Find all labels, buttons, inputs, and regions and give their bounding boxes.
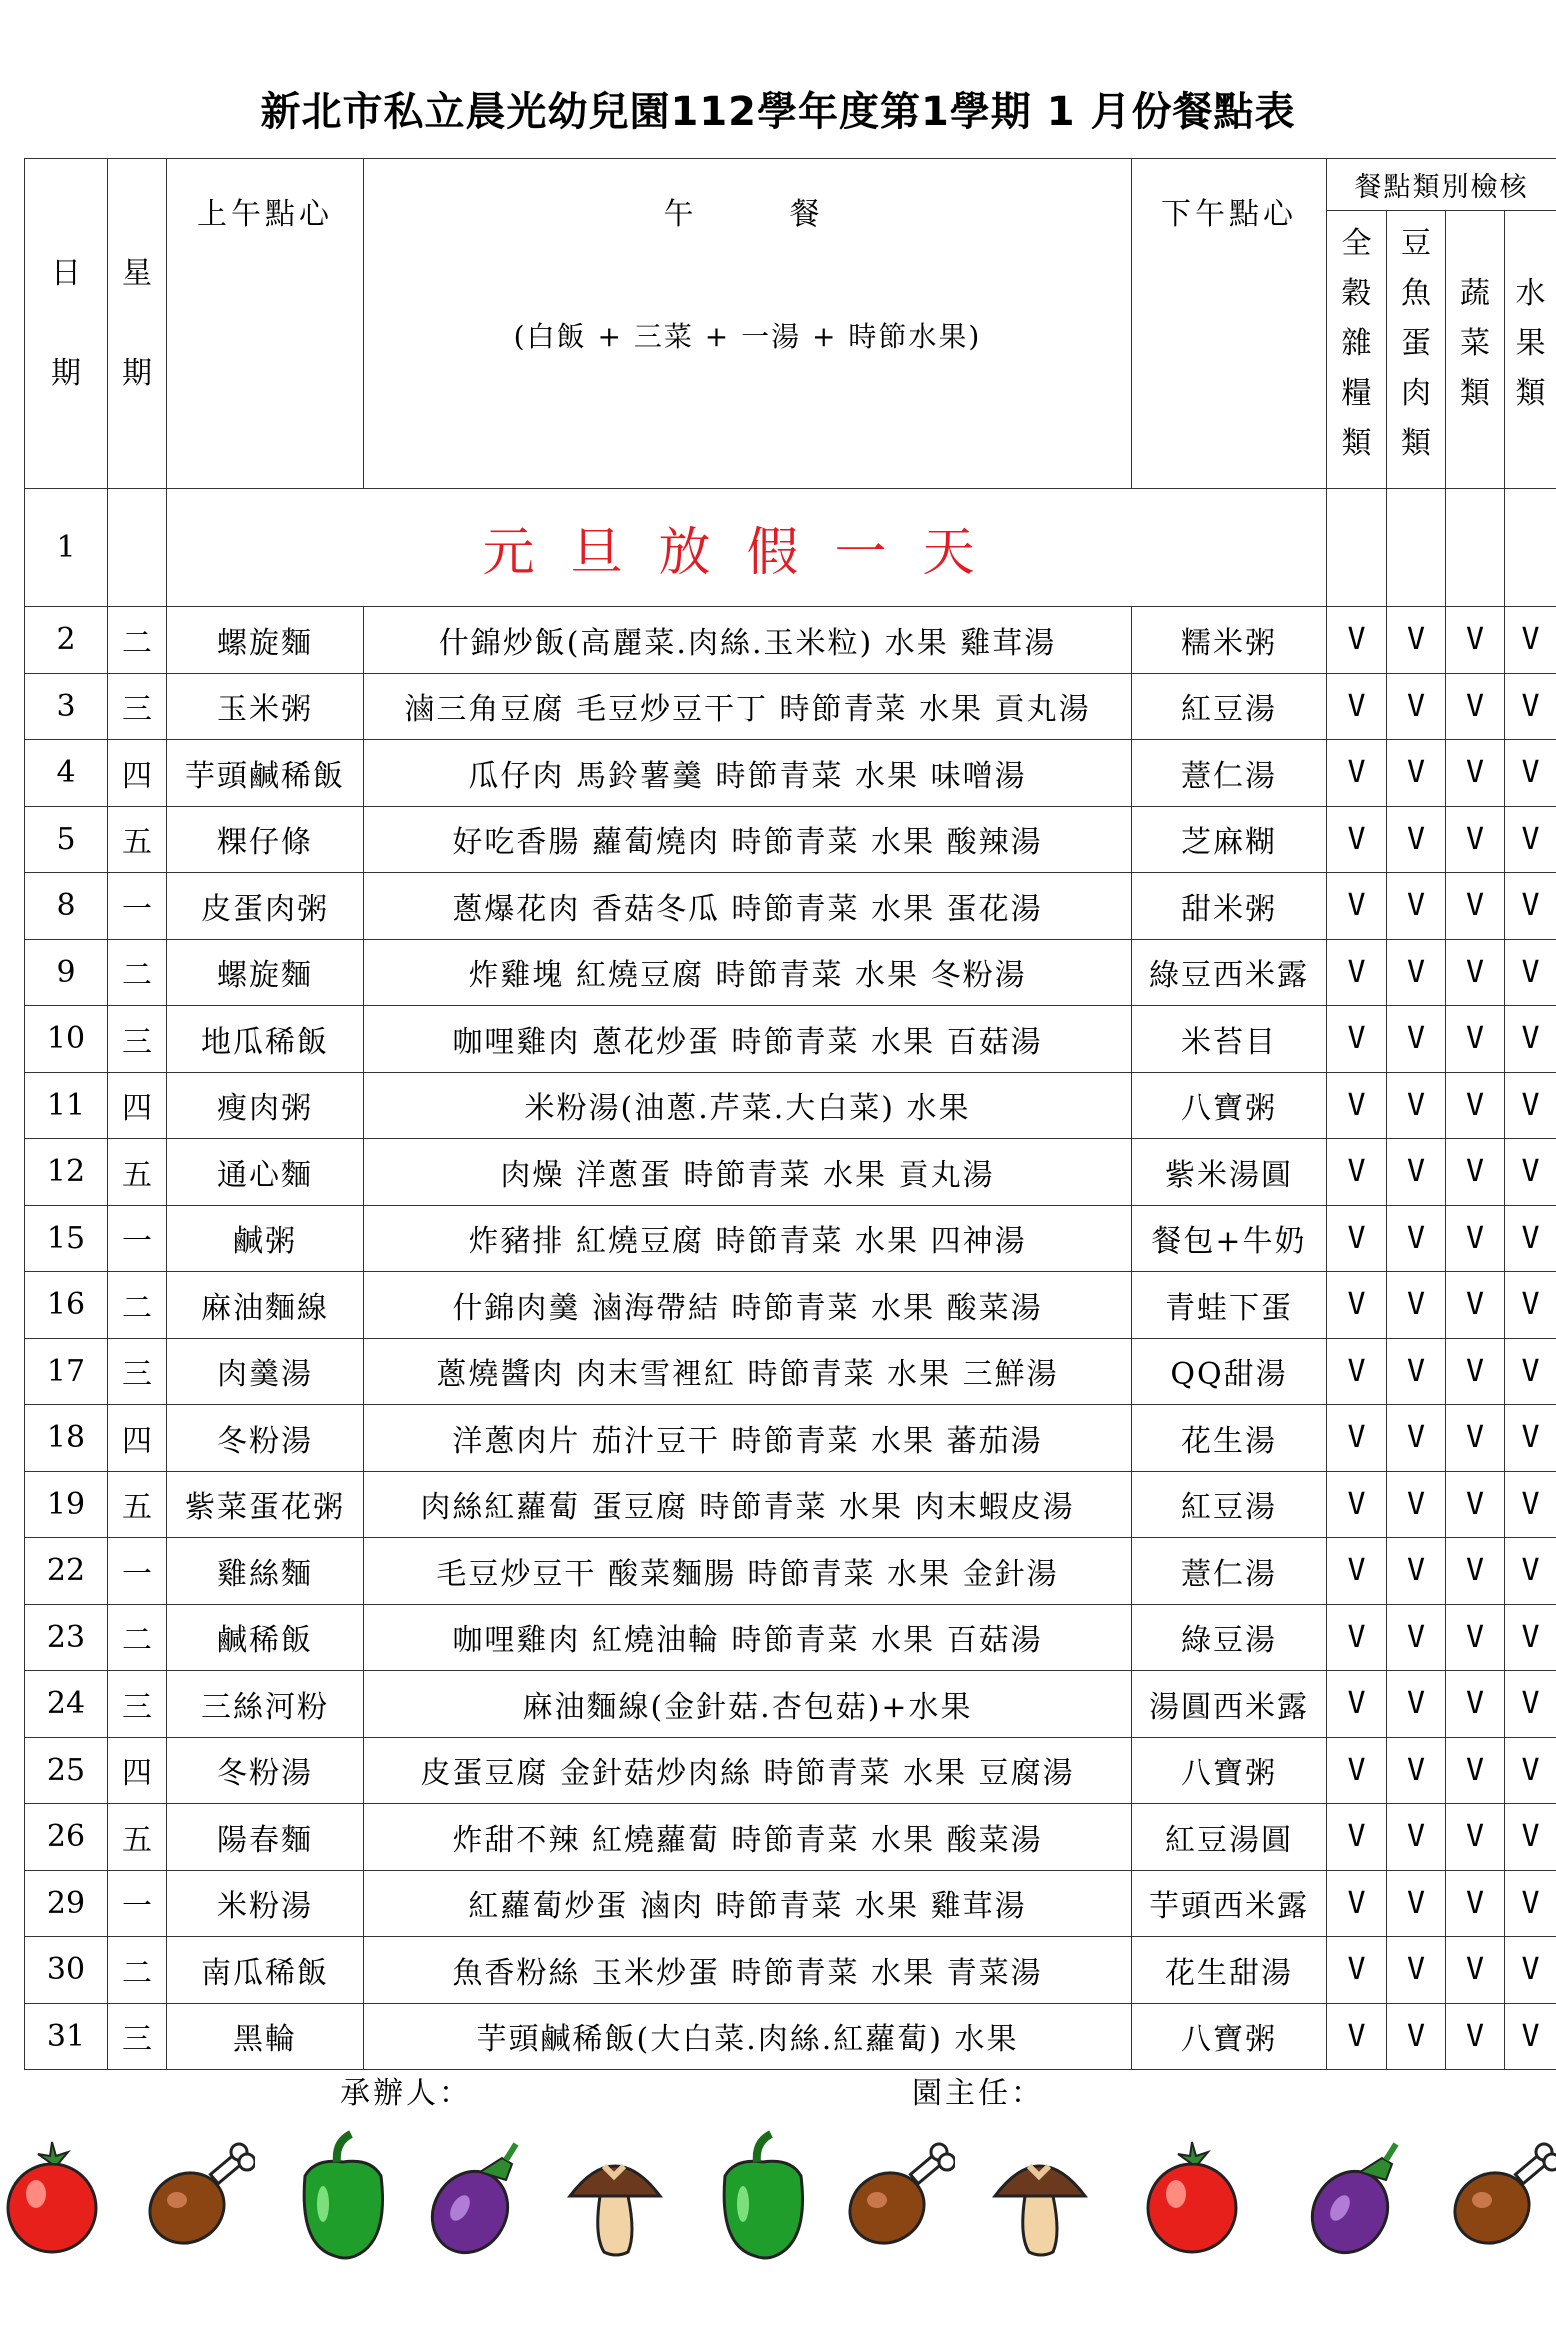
row-check-protein: V bbox=[1387, 607, 1446, 674]
meal-table bbox=[24, 158, 1556, 2070]
row-lunch: 米粉湯(油蔥.芹菜.大白菜) 水果 bbox=[364, 1072, 1132, 1139]
row-check-veg: V bbox=[1446, 1338, 1505, 1405]
table-row bbox=[25, 740, 1556, 807]
holiday-row bbox=[25, 489, 1556, 607]
row-weekday: 二 bbox=[108, 939, 167, 1006]
row-weekday: 三 bbox=[108, 2003, 167, 2070]
row-lunch: 咖哩雞肉 紅燒油輪 時節青菜 水果 百菇湯 bbox=[364, 1604, 1132, 1671]
table-row bbox=[25, 1870, 1556, 1937]
row-check-veg: V bbox=[1446, 1671, 1505, 1738]
row-check-protein: V bbox=[1387, 740, 1446, 807]
row-check-fruit: V bbox=[1505, 939, 1556, 1006]
row-weekday: 一 bbox=[108, 1205, 167, 1272]
row-check-grain: V bbox=[1327, 1671, 1387, 1738]
header-am-snack: 上午點心 bbox=[167, 159, 364, 489]
drumstick-icon bbox=[1450, 2116, 1556, 2266]
row-check-grain: V bbox=[1327, 1205, 1387, 1272]
row-pm-snack: 薏仁湯 bbox=[1132, 740, 1327, 807]
row-am-snack: 陽春麵 bbox=[167, 1804, 364, 1871]
header-check-protein: 豆魚蛋肉類 bbox=[1387, 211, 1446, 489]
row-check-fruit: V bbox=[1505, 1538, 1556, 1605]
table-row bbox=[25, 673, 1556, 740]
table-row bbox=[25, 1604, 1556, 1671]
header-pm-snack: 下午點心 bbox=[1132, 159, 1327, 489]
row-pm-snack: 八寶粥 bbox=[1132, 1737, 1327, 1804]
table-row bbox=[25, 939, 1556, 1006]
row-check-fruit: V bbox=[1505, 1737, 1556, 1804]
row-date: 22 bbox=[25, 1538, 108, 1605]
row-check-grain: V bbox=[1327, 1604, 1387, 1671]
row-check-veg: V bbox=[1446, 1405, 1505, 1472]
row-check-veg: V bbox=[1446, 1139, 1505, 1206]
row-date: 3 bbox=[25, 673, 108, 740]
table-row bbox=[25, 1471, 1556, 1538]
row-weekday: 三 bbox=[108, 1006, 167, 1073]
header-lunch-note: (白飯 + 三菜 + 一湯 + 時節水果) bbox=[513, 320, 982, 353]
row-weekday: 一 bbox=[108, 873, 167, 940]
row-am-snack: 雞絲麵 bbox=[167, 1538, 364, 1605]
row-check-protein: V bbox=[1387, 1272, 1446, 1339]
row-weekday: 二 bbox=[108, 1937, 167, 2004]
row-pm-snack: 芝麻糊 bbox=[1132, 806, 1327, 873]
eggplant-icon bbox=[420, 2116, 530, 2266]
drumstick-icon bbox=[845, 2116, 955, 2266]
row-check-grain: V bbox=[1327, 1538, 1387, 1605]
row-check-fruit: V bbox=[1505, 1338, 1556, 1405]
row-check-grain: V bbox=[1327, 1737, 1387, 1804]
row-check-fruit: V bbox=[1505, 2003, 1556, 2070]
page-title: 新北市私立晨光幼兒園112學年度第1學期 1 月份餐點表 bbox=[260, 89, 1296, 135]
row-check-protein: V bbox=[1387, 1205, 1446, 1272]
row-check-grain: V bbox=[1327, 2003, 1387, 2070]
header-lunch bbox=[364, 159, 1132, 489]
row-check-grain: V bbox=[1327, 1272, 1387, 1339]
row-date: 2 bbox=[25, 607, 108, 674]
row-check-grain: V bbox=[1327, 1937, 1387, 2004]
holiday-check-protein bbox=[1387, 489, 1446, 607]
row-lunch: 什錦炒飯(高麗菜.肉絲.玉米粒) 水果 雞茸湯 bbox=[364, 607, 1132, 674]
row-lunch: 什錦肉羹 滷海帶結 時節青菜 水果 酸菜湯 bbox=[364, 1272, 1132, 1339]
tomato-icon bbox=[1140, 2116, 1250, 2266]
table-row bbox=[25, 873, 1556, 940]
row-weekday: 三 bbox=[108, 1338, 167, 1405]
row-weekday: 三 bbox=[108, 673, 167, 740]
row-check-protein: V bbox=[1387, 873, 1446, 940]
row-check-grain: V bbox=[1327, 806, 1387, 873]
row-check-veg: V bbox=[1446, 1471, 1505, 1538]
row-pm-snack: 紅豆湯 bbox=[1132, 1471, 1327, 1538]
table-row bbox=[25, 607, 1556, 674]
row-check-grain: V bbox=[1327, 740, 1387, 807]
row-am-snack: 通心麵 bbox=[167, 1139, 364, 1206]
drumstick-icon bbox=[145, 2116, 255, 2266]
holiday-weekday bbox=[108, 489, 167, 607]
row-check-protein: V bbox=[1387, 1006, 1446, 1073]
row-check-protein: V bbox=[1387, 673, 1446, 740]
row-date: 19 bbox=[25, 1471, 108, 1538]
row-date: 5 bbox=[25, 806, 108, 873]
table-row bbox=[25, 1338, 1556, 1405]
holiday-check-fruit bbox=[1505, 489, 1556, 607]
director-label: 園主任： bbox=[912, 2076, 1044, 2111]
row-weekday: 五 bbox=[108, 1471, 167, 1538]
row-date: 30 bbox=[25, 1937, 108, 2004]
row-am-snack: 皮蛋肉粥 bbox=[167, 873, 364, 940]
row-lunch: 芋頭鹹稀飯(大白菜.肉絲.紅蘿蔔) 水果 bbox=[364, 2003, 1132, 2070]
row-check-protein: V bbox=[1387, 1139, 1446, 1206]
mushroom-icon bbox=[985, 2116, 1095, 2266]
row-am-snack: 南瓜稀飯 bbox=[167, 1937, 364, 2004]
row-pm-snack: 青蛙下蛋 bbox=[1132, 1272, 1327, 1339]
row-lunch: 洋蔥肉片 茄汁豆干 時節青菜 水果 蕃茄湯 bbox=[364, 1405, 1132, 1472]
row-check-grain: V bbox=[1327, 1072, 1387, 1139]
row-check-protein: V bbox=[1387, 1671, 1446, 1738]
row-am-snack: 鹹稀飯 bbox=[167, 1604, 364, 1671]
row-lunch: 好吃香腸 蘿蔔燒肉 時節青菜 水果 酸辣湯 bbox=[364, 806, 1132, 873]
row-check-veg: V bbox=[1446, 673, 1505, 740]
row-date: 29 bbox=[25, 1870, 108, 1937]
holiday-check-grain bbox=[1327, 489, 1387, 607]
green-pepper-icon bbox=[705, 2116, 815, 2266]
row-weekday: 二 bbox=[108, 1272, 167, 1339]
row-date: 16 bbox=[25, 1272, 108, 1339]
tomato-icon bbox=[0, 2116, 110, 2266]
row-pm-snack: 甜米粥 bbox=[1132, 873, 1327, 940]
header-check-grain: 全穀雜糧類 bbox=[1327, 211, 1387, 489]
row-check-grain: V bbox=[1327, 939, 1387, 1006]
holiday-cell bbox=[167, 489, 1327, 607]
row-am-snack: 玉米粥 bbox=[167, 673, 364, 740]
row-check-veg: V bbox=[1446, 1072, 1505, 1139]
row-weekday: 四 bbox=[108, 740, 167, 807]
row-check-veg: V bbox=[1446, 1804, 1505, 1871]
header-check: 餐點類別檢核 bbox=[1327, 159, 1556, 211]
row-check-protein: V bbox=[1387, 1338, 1446, 1405]
row-am-snack: 螺旋麵 bbox=[167, 607, 364, 674]
row-pm-snack: 餐包+牛奶 bbox=[1132, 1205, 1327, 1272]
row-check-fruit: V bbox=[1505, 1671, 1556, 1738]
eggplant-icon bbox=[1300, 2116, 1410, 2266]
row-am-snack: 紫菜蛋花粥 bbox=[167, 1471, 364, 1538]
row-weekday: 五 bbox=[108, 1139, 167, 1206]
row-date: 9 bbox=[25, 939, 108, 1006]
row-date: 12 bbox=[25, 1139, 108, 1206]
row-check-protein: V bbox=[1387, 1471, 1446, 1538]
row-check-grain: V bbox=[1327, 873, 1387, 940]
decoration-strip bbox=[0, 2116, 1556, 2316]
holiday-text: 元旦放假一天 bbox=[482, 523, 1011, 583]
row-weekday: 五 bbox=[108, 806, 167, 873]
row-check-protein: V bbox=[1387, 939, 1446, 1006]
row-check-fruit: V bbox=[1505, 740, 1556, 807]
green-pepper-icon bbox=[285, 2116, 395, 2266]
row-date: 10 bbox=[25, 1006, 108, 1073]
row-am-snack: 瘦肉粥 bbox=[167, 1072, 364, 1139]
row-pm-snack: 芋頭西米露 bbox=[1132, 1870, 1327, 1937]
row-am-snack: 芋頭鹹稀飯 bbox=[167, 740, 364, 807]
row-weekday: 四 bbox=[108, 1405, 167, 1472]
row-check-grain: V bbox=[1327, 1471, 1387, 1538]
row-date: 23 bbox=[25, 1604, 108, 1671]
row-check-fruit: V bbox=[1505, 806, 1556, 873]
row-check-veg: V bbox=[1446, 1937, 1505, 2004]
row-weekday: 四 bbox=[108, 1737, 167, 1804]
row-weekday: 三 bbox=[108, 1671, 167, 1738]
row-check-protein: V bbox=[1387, 2003, 1446, 2070]
row-check-fruit: V bbox=[1505, 1471, 1556, 1538]
header-check-veg: 蔬菜類 bbox=[1446, 211, 1505, 489]
row-date: 15 bbox=[25, 1205, 108, 1272]
row-check-protein: V bbox=[1387, 1804, 1446, 1871]
row-check-fruit: V bbox=[1505, 1804, 1556, 1871]
row-date: 26 bbox=[25, 1804, 108, 1871]
row-am-snack: 米粉湯 bbox=[167, 1870, 364, 1937]
row-check-veg: V bbox=[1446, 1205, 1505, 1272]
table-row bbox=[25, 806, 1556, 873]
table-row bbox=[25, 1205, 1556, 1272]
mushroom-icon bbox=[560, 2116, 670, 2266]
row-am-snack: 三絲河粉 bbox=[167, 1671, 364, 1738]
row-check-protein: V bbox=[1387, 1737, 1446, 1804]
header-weekday: 星期 bbox=[108, 159, 167, 489]
row-check-grain: V bbox=[1327, 1006, 1387, 1073]
row-check-veg: V bbox=[1446, 607, 1505, 674]
row-check-veg: V bbox=[1446, 1737, 1505, 1804]
row-am-snack: 冬粉湯 bbox=[167, 1405, 364, 1472]
row-pm-snack: 薏仁湯 bbox=[1132, 1538, 1327, 1605]
row-check-fruit: V bbox=[1505, 1006, 1556, 1073]
row-date: 31 bbox=[25, 2003, 108, 2070]
table-row bbox=[25, 2003, 1556, 2070]
row-lunch: 蔥爆花肉 香菇冬瓜 時節青菜 水果 蛋花湯 bbox=[364, 873, 1132, 940]
row-date: 18 bbox=[25, 1405, 108, 1472]
row-lunch: 麻油麵線(金針菇.杏包菇)+水果 bbox=[364, 1671, 1132, 1738]
row-lunch: 肉燥 洋蔥蛋 時節青菜 水果 貢丸湯 bbox=[364, 1139, 1132, 1206]
row-lunch: 蔥燒醬肉 肉末雪裡紅 時節青菜 水果 三鮮湯 bbox=[364, 1338, 1132, 1405]
row-check-fruit: V bbox=[1505, 673, 1556, 740]
table-row bbox=[25, 1072, 1556, 1139]
row-am-snack: 黑輪 bbox=[167, 2003, 364, 2070]
row-check-protein: V bbox=[1387, 806, 1446, 873]
row-am-snack: 地瓜稀飯 bbox=[167, 1006, 364, 1073]
row-lunch: 滷三角豆腐 毛豆炒豆干丁 時節青菜 水果 貢丸湯 bbox=[364, 673, 1132, 740]
row-check-veg: V bbox=[1446, 2003, 1505, 2070]
row-pm-snack: 紫米湯圓 bbox=[1132, 1139, 1327, 1206]
row-check-protein: V bbox=[1387, 1072, 1446, 1139]
row-pm-snack: 糯米粥 bbox=[1132, 607, 1327, 674]
table-row bbox=[25, 1272, 1556, 1339]
table-row bbox=[25, 1671, 1556, 1738]
row-check-grain: V bbox=[1327, 1870, 1387, 1937]
row-weekday: 一 bbox=[108, 1870, 167, 1937]
row-weekday: 二 bbox=[108, 1604, 167, 1671]
row-check-fruit: V bbox=[1505, 1604, 1556, 1671]
row-check-fruit: V bbox=[1505, 1937, 1556, 2004]
row-pm-snack: 八寶粥 bbox=[1132, 2003, 1327, 2070]
row-check-veg: V bbox=[1446, 1604, 1505, 1671]
row-check-protein: V bbox=[1387, 1937, 1446, 2004]
row-check-protein: V bbox=[1387, 1405, 1446, 1472]
row-lunch: 瓜仔肉 馬鈴薯羹 時節青菜 水果 味噌湯 bbox=[364, 740, 1132, 807]
row-check-fruit: V bbox=[1505, 1870, 1556, 1937]
row-weekday: 一 bbox=[108, 1538, 167, 1605]
row-pm-snack: 紅豆湯圓 bbox=[1132, 1804, 1327, 1871]
row-check-veg: V bbox=[1446, 939, 1505, 1006]
row-pm-snack: 紅豆湯 bbox=[1132, 673, 1327, 740]
row-date: 17 bbox=[25, 1338, 108, 1405]
row-am-snack: 鹹粥 bbox=[167, 1205, 364, 1272]
row-pm-snack: 米苔目 bbox=[1132, 1006, 1327, 1073]
row-date: 25 bbox=[25, 1737, 108, 1804]
table-row bbox=[25, 1538, 1556, 1605]
row-check-veg: V bbox=[1446, 740, 1505, 807]
row-lunch: 紅蘿蔔炒蛋 滷肉 時節青菜 水果 雞茸湯 bbox=[364, 1870, 1132, 1937]
row-check-fruit: V bbox=[1505, 873, 1556, 940]
row-date: 24 bbox=[25, 1671, 108, 1738]
row-check-grain: V bbox=[1327, 607, 1387, 674]
row-lunch: 炸雞塊 紅燒豆腐 時節青菜 水果 冬粉湯 bbox=[364, 939, 1132, 1006]
row-lunch: 毛豆炒豆干 酸菜麵腸 時節青菜 水果 金針湯 bbox=[364, 1538, 1132, 1605]
row-am-snack: 粿仔條 bbox=[167, 806, 364, 873]
row-date: 11 bbox=[25, 1072, 108, 1139]
row-check-fruit: V bbox=[1505, 1405, 1556, 1472]
row-check-fruit: V bbox=[1505, 1205, 1556, 1272]
row-check-protein: V bbox=[1387, 1538, 1446, 1605]
row-check-veg: V bbox=[1446, 806, 1505, 873]
row-check-fruit: V bbox=[1505, 1272, 1556, 1339]
row-check-protein: V bbox=[1387, 1870, 1446, 1937]
row-check-grain: V bbox=[1327, 1405, 1387, 1472]
row-check-fruit: V bbox=[1505, 607, 1556, 674]
row-am-snack: 麻油麵線 bbox=[167, 1272, 364, 1339]
header-check-fruit: 水果類 bbox=[1505, 211, 1556, 489]
row-date: 4 bbox=[25, 740, 108, 807]
table-row bbox=[25, 1139, 1556, 1206]
row-check-fruit: V bbox=[1505, 1139, 1556, 1206]
row-weekday: 二 bbox=[108, 607, 167, 674]
row-pm-snack: 花生湯 bbox=[1132, 1405, 1327, 1472]
row-weekday: 四 bbox=[108, 1072, 167, 1139]
row-pm-snack: QQ甜湯 bbox=[1132, 1338, 1327, 1405]
row-check-veg: V bbox=[1446, 1272, 1505, 1339]
table-row bbox=[25, 1804, 1556, 1871]
row-lunch: 咖哩雞肉 蔥花炒蛋 時節青菜 水果 百菇湯 bbox=[364, 1006, 1132, 1073]
table-row bbox=[25, 1937, 1556, 2004]
row-pm-snack: 八寶粥 bbox=[1132, 1072, 1327, 1139]
row-pm-snack: 湯圓西米露 bbox=[1132, 1671, 1327, 1738]
row-check-fruit: V bbox=[1505, 1072, 1556, 1139]
row-lunch: 皮蛋豆腐 金針菇炒肉絲 時節青菜 水果 豆腐湯 bbox=[364, 1737, 1132, 1804]
holiday-date: 1 bbox=[25, 489, 108, 607]
row-check-veg: V bbox=[1446, 873, 1505, 940]
row-check-grain: V bbox=[1327, 1338, 1387, 1405]
header-date: 日期 bbox=[25, 159, 108, 489]
header-lunch-label: 午 餐 bbox=[663, 197, 832, 232]
table-row bbox=[25, 1405, 1556, 1472]
row-pm-snack: 綠豆西米露 bbox=[1132, 939, 1327, 1006]
organizer-label: 承辦人： bbox=[340, 2076, 472, 2111]
row-check-grain: V bbox=[1327, 673, 1387, 740]
table-row bbox=[25, 1737, 1556, 1804]
row-check-veg: V bbox=[1446, 1538, 1505, 1605]
row-check-veg: V bbox=[1446, 1870, 1505, 1937]
table-row bbox=[25, 1006, 1556, 1073]
row-pm-snack: 綠豆湯 bbox=[1132, 1604, 1327, 1671]
row-lunch: 魚香粉絲 玉米炒蛋 時節青菜 水果 青菜湯 bbox=[364, 1937, 1132, 2004]
row-check-veg: V bbox=[1446, 1006, 1505, 1073]
row-weekday: 五 bbox=[108, 1804, 167, 1871]
row-am-snack: 螺旋麵 bbox=[167, 939, 364, 1006]
row-lunch: 肉絲紅蘿蔔 蛋豆腐 時節青菜 水果 肉末蝦皮湯 bbox=[364, 1471, 1132, 1538]
row-lunch: 炸甜不辣 紅燒蘿蔔 時節青菜 水果 酸菜湯 bbox=[364, 1804, 1132, 1871]
row-check-grain: V bbox=[1327, 1804, 1387, 1871]
row-pm-snack: 花生甜湯 bbox=[1132, 1937, 1327, 2004]
row-am-snack: 冬粉湯 bbox=[167, 1737, 364, 1804]
row-check-protein: V bbox=[1387, 1604, 1446, 1671]
holiday-check-veg bbox=[1446, 489, 1505, 607]
row-check-grain: V bbox=[1327, 1139, 1387, 1206]
row-lunch: 炸豬排 紅燒豆腐 時節青菜 水果 四神湯 bbox=[364, 1205, 1132, 1272]
row-date: 8 bbox=[25, 873, 108, 940]
row-am-snack: 肉羹湯 bbox=[167, 1338, 364, 1405]
